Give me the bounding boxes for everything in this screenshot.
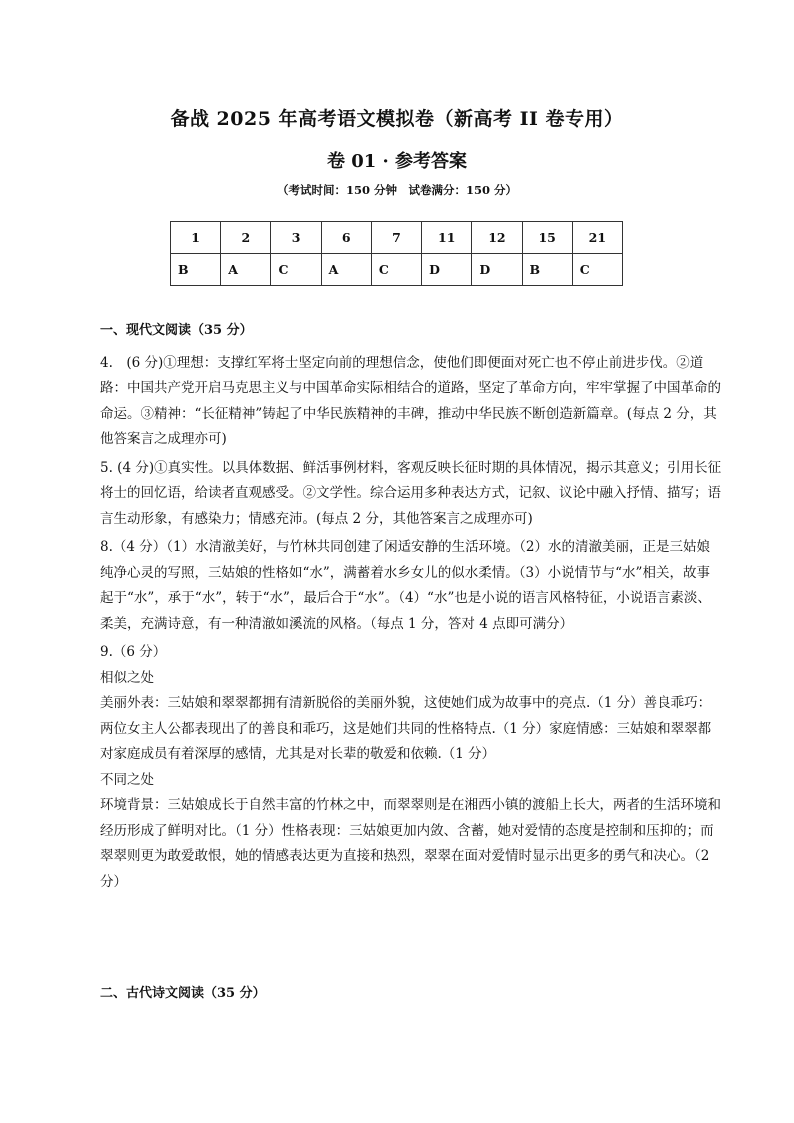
answer-q9-heading: 9.（6 分） — [100, 644, 167, 660]
section-modern-reading — [100, 318, 722, 895]
question-number-cell: 1 — [171, 222, 221, 254]
answer-cell: D — [472, 254, 522, 286]
question-number-cell: 21 — [572, 222, 622, 254]
similarities-heading: 相似之处 — [100, 669, 154, 686]
answer-cell: D — [422, 254, 472, 286]
answer-cell: C — [572, 254, 622, 286]
answer-cell: B — [522, 254, 572, 286]
page-title: 备战 2025 年高考语文模拟卷（新高考 II 卷专用） — [170, 108, 624, 130]
answer-cell: B — [171, 254, 221, 286]
question-number-cell: 6 — [321, 222, 371, 254]
question-number-cell: 15 — [522, 222, 572, 254]
answer-cell: A — [221, 254, 271, 286]
section-heading: 一、现代文阅读（35 分） — [100, 323, 253, 338]
answer-q4: 4. (6 分)①理想：支撑红军将士坚定向前的理想信念，使他们即便面对死亡也不停止前进步伐。②道路：中国共产党开启马克思主义与中国革命实际相结合的道路，坚定了革命方向，牢牢掌握了中国革命的命运。③精神：“长征精神”铸起了中华民族精神的丰碑，推动中华民族不断创造新篇章。(每点 2 分，其他答案言之成理亦可) — [100, 354, 721, 447]
answer-table-numbers-row — [171, 222, 623, 254]
differences-body: 环境背景：三姑娘成长于自然丰富的竹林之中，而翠翠则是在湘西小镇的渡船上长大，两者的生活环境和经历形成了鲜明对比。（1 分）性格表现：三姑娘更加内敛、含蓄，她对爱情的态度是控制和压抑的；而翠翠则更为敢爱敢恨，她的情感表达更为直接和热烈，翠翠在面对爱情时显示出更多的勇气和决心。（2 分） — [100, 797, 721, 890]
page-subtitle: 卷 01 · 参考答案 — [326, 151, 468, 172]
section-heading-classical: 二、古代诗文阅读（35 分） — [100, 986, 266, 1001]
exam-info: （考试时间：150 分钟 试卷满分：150 分） — [276, 183, 517, 197]
answer-table — [170, 221, 623, 286]
differences-heading: 不同之处 — [100, 771, 154, 788]
answer-cell: C — [271, 254, 321, 286]
answer-cell: A — [321, 254, 371, 286]
question-number-cell: 11 — [422, 222, 472, 254]
similarities-body: 美丽外表：三姑娘和翠翠都拥有清新脱俗的美丽外貌，这使她们成为故事中的亮点.（1 分）善良乖巧：两位女主人公都表现出了的善良和乖巧，这是她们共同的性格特点.（1 分）家庭情感：三姑娘和翠翠都对家庭成员有着深厚的感情，尤其是对长辈的敬爱和依赖.（1 分） — [100, 695, 712, 762]
answer-table-answers-row — [171, 254, 623, 286]
answer-cell: C — [371, 254, 421, 286]
answer-q5: 5. (4 分)①真实性。以具体数据、鲜活事例材料，客观反映长征时期的具体情况，揭示其意义；引用长征将士的回忆语，给读者直观感受。②文学性。综合运用多种表达方式，记叙、议论中融入抒情、描写；语言生动形象，有感染力；情感充沛。(每点 2 分，其他答案言之成理亦可) — [100, 459, 722, 527]
question-number-cell: 2 — [221, 222, 271, 254]
question-number-cell: 3 — [271, 222, 321, 254]
answer-q8: 8.（4 分）（1）水清澈美好，与竹林共同创建了闲适安静的生活环境。（2）水的清澈美丽，正是三姑娘纯净心灵的写照，三姑娘的性格如“水”，满蓄着水乡女儿的似水柔情。（3）小说情节与“水”相关，故事起于“水”，承于“水”，转于“水”，最后合于“水”。（4）“水”也是小说的语言风格特征，小说语言素淡、柔美，充满诗意，有一种清澈如溪流的风格。（每点 1 分，答对 4 点即可满分） — [100, 539, 711, 632]
question-number-cell: 7 — [371, 222, 421, 254]
question-number-cell: 12 — [472, 222, 522, 254]
